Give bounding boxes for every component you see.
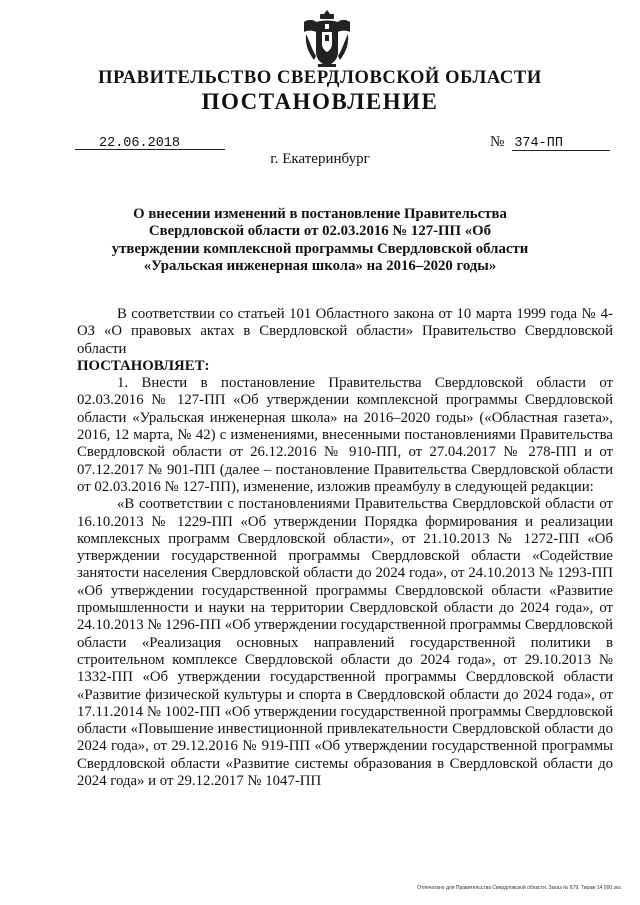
document-body (77, 306, 613, 790)
document-type: ПОСТАНОВЛЕНИЕ (201, 89, 439, 114)
number-field (490, 133, 610, 151)
print-footer: Отпечатано для Правительства Свердловской области. Заказ № 679. Тираж 14 000 экз. (417, 885, 622, 891)
number-label: № (490, 134, 505, 150)
date-underline (75, 149, 225, 150)
document-heading: О внесении изменений в постановление Правительства Свердловской области от 02.03.2016 № 127-ПП «Об утверждении комплексной программы Свердловской области «Уральская инженерная школа» на 2016–2020 годы» (111, 206, 529, 274)
preamble-paragraph: В соответствии со статьей 101 Областного закона от 10 марта 1999 года № 4-ОЗ «О правовых актах в Свердловской области» Правительство Свердловской области (77, 306, 613, 357)
item-1-paragraph: 1. Внести в постановление Правительства Свердловской области от 02.03.2016 № 127-ПП «Об утверждении комплексной программы Свердловской области «Уральская инженерная школа» на 2016–2020 годы» («Областная газета», 2016, 12 марта, № 42) с изменениями, внесенными постановлениями Правительства Свердловской области от 26.12.2016 № 910-ПП, от 27.04.2017 № 278-ПП и от 07.12.2017 № 901-ПП (далее – постановление Правительства Свердловской области от 02.03.2016 № 127-ПП), изменение, изложив преамбулу в следующей редакции: (77, 375, 613, 495)
resolves-heading: ПОСТАНОВЛЯЕТ: (77, 357, 210, 374)
government-title: ПРАВИТЕЛЬСТВО СВЕРДЛОВСКОЙ ОБЛАСТИ (98, 68, 542, 88)
document-date: 22.06.2018 (99, 136, 181, 151)
quoted-preamble-paragraph: «В соответствии с постановлениями Правительства Свердловской области от 16.10.2013 № 1229-ПП «Об утверждении Порядка формирования и реализации комплексных программ Свердловской области», от 21.10.2013 № 1272-ПП «Об утверждении государственной программы Свердловской области «Содействие занятости населения Свердловской области до 2024 года», от 24.10.2013 № 1293-ПП «Об утверждении государственной программы Свердловской области «Развитие промышленности и науки на территории Свердловской области до 2024 года», от 24.10.2013 № 1296-ПП «Об утверждении государственной программы Свердловской области «Реализация основных направлений государственной политики в строительном комплексе Свердловской области до 2024 года», от 29.10.2013 № 1332-ПП «Об утверждении государственной программы Свердловской области «Развитие физической культуры и спорта в Свердловской области до 2024 года», от 17.11.2014 № 1002-ПП «Об утверждении государственной программы Свердловской области «Повышение инвестиционной привлекательности Свердловской области до 2024 года», от 29.12.2016 № 919-ПП «Об утверждении государственной программы Свердловской области «Развитие системы образования в Свердловской области до 2024 года» и от 29.12.2017 № 1047-ПП (77, 496, 613, 790)
coat-of-arms-icon (298, 8, 356, 70)
city: г. Екатеринбург (270, 151, 370, 167)
date-field (75, 133, 225, 151)
document-number: 374-ПП (514, 136, 563, 151)
